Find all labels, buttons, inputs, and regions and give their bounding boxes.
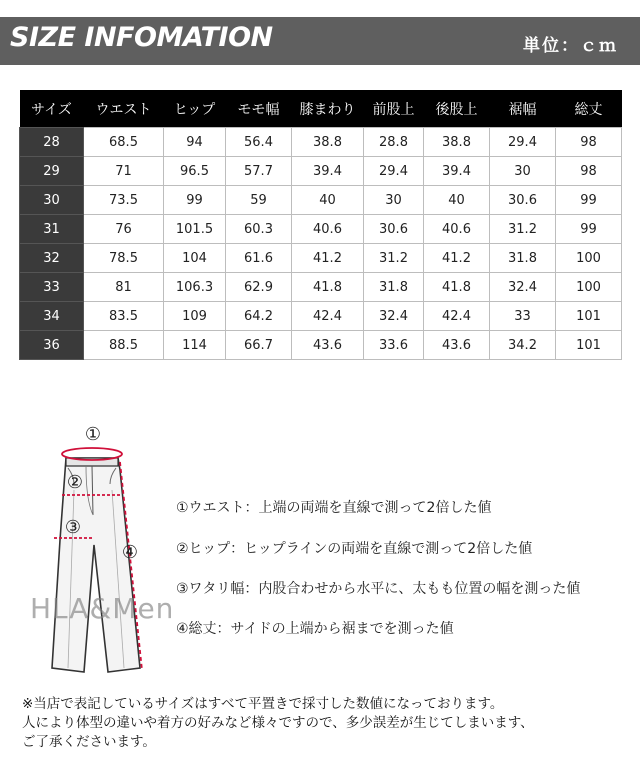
size-cell: 28 — [20, 128, 84, 157]
note-length: ④総丈：サイドの上端から裾までを測った値 — [176, 621, 454, 637]
size-cell: 34 — [20, 302, 84, 331]
table-cell: 34.2 — [490, 331, 556, 360]
size-cell: 31 — [20, 215, 84, 244]
table-cell: 29.4 — [490, 128, 556, 157]
header-bar — [0, 17, 640, 65]
footer-line: ※当店で表記しているサイズはすべて平置きで採寸した数値になっております。 — [22, 696, 504, 712]
table-cell: 28.8 — [364, 128, 424, 157]
table-cell: 68.5 — [84, 128, 164, 157]
marker-1: ① — [84, 424, 102, 445]
note-waist: ①ウエスト：上端の両端を直線で測って2倍した値 — [176, 500, 492, 516]
table-cell: 99 — [164, 186, 226, 215]
table-cell: 94 — [164, 128, 226, 157]
size-cell: 33 — [20, 273, 84, 302]
table-cell: 100 — [556, 273, 622, 302]
column-header: 前股上 — [364, 90, 424, 128]
table-cell: 41.2 — [424, 244, 490, 273]
marker-4: ④ — [121, 542, 139, 563]
marker-2: ② — [66, 472, 84, 493]
table-row — [20, 331, 622, 360]
pants-outline — [52, 458, 140, 672]
table-cell: 42.4 — [424, 302, 490, 331]
table-cell: 29.4 — [364, 157, 424, 186]
footer-disclaimer — [22, 695, 632, 752]
table-cell: 66.7 — [226, 331, 292, 360]
column-header: モモ幅 — [226, 90, 292, 128]
table-cell: 39.4 — [292, 157, 364, 186]
column-header: 裾幅 — [490, 90, 556, 128]
table-header-row — [20, 90, 622, 128]
table-cell: 109 — [164, 302, 226, 331]
table-cell: 64.2 — [226, 302, 292, 331]
table-cell: 30.6 — [490, 186, 556, 215]
column-header: ウエスト — [84, 90, 164, 128]
table-cell: 41.8 — [424, 273, 490, 302]
column-header: 膝まわり — [292, 90, 364, 128]
size-cell: 36 — [20, 331, 84, 360]
size-cell: 32 — [20, 244, 84, 273]
table-cell: 33 — [490, 302, 556, 331]
table-cell: 41.8 — [292, 273, 364, 302]
table-cell: 88.5 — [84, 331, 164, 360]
table-cell: 31.8 — [364, 273, 424, 302]
table-cell: 83.5 — [84, 302, 164, 331]
table-cell: 30.6 — [364, 215, 424, 244]
table-cell: 101 — [556, 302, 622, 331]
table-row — [20, 157, 622, 186]
table-cell: 98 — [556, 157, 622, 186]
column-header: 後股上 — [424, 90, 490, 128]
table-cell: 114 — [164, 331, 226, 360]
table-row — [20, 128, 622, 157]
table-cell: 43.6 — [292, 331, 364, 360]
size-cell: 30 — [20, 186, 84, 215]
pants-figure-icon — [30, 420, 170, 695]
table-cell: 41.2 — [292, 244, 364, 273]
table-cell: 96.5 — [164, 157, 226, 186]
table-cell: 33.6 — [364, 331, 424, 360]
table-cell: 40 — [292, 186, 364, 215]
table-cell: 101 — [556, 331, 622, 360]
marker-3: ③ — [64, 517, 82, 538]
table-cell: 101.5 — [164, 215, 226, 244]
table-cell: 39.4 — [424, 157, 490, 186]
pants-diagram — [30, 420, 170, 695]
table-cell: 99 — [556, 215, 622, 244]
table-cell: 56.4 — [226, 128, 292, 157]
unit-label: 単位：ｃｍ — [523, 36, 618, 56]
table-cell: 104 — [164, 244, 226, 273]
table-cell: 73.5 — [84, 186, 164, 215]
table-row — [20, 273, 622, 302]
table-cell: 38.8 — [424, 128, 490, 157]
watermark-text: HLA&Men — [30, 592, 175, 625]
note-hip: ②ヒップ：ヒップラインの両端を直線で測って2倍した値 — [176, 541, 533, 557]
table-cell: 60.3 — [226, 215, 292, 244]
table-cell: 32.4 — [364, 302, 424, 331]
table-cell: 30 — [364, 186, 424, 215]
table-cell: 78.5 — [84, 244, 164, 273]
table-cell: 40.6 — [424, 215, 490, 244]
column-header: 総丈 — [556, 90, 622, 128]
table-cell: 99 — [556, 186, 622, 215]
table-cell: 98 — [556, 128, 622, 157]
table-cell: 61.6 — [226, 244, 292, 273]
table-cell: 31.2 — [364, 244, 424, 273]
table-cell: 30 — [490, 157, 556, 186]
table-row — [20, 215, 622, 244]
table-cell: 40.6 — [292, 215, 364, 244]
table-cell: 38.8 — [292, 128, 364, 157]
table-row — [20, 302, 622, 331]
size-table — [19, 90, 622, 360]
table-cell: 81 — [84, 273, 164, 302]
note-thigh: ③ワタリ幅：内股合わせから水平に、太もも位置の幅を測った値 — [176, 581, 581, 597]
table-cell: 59 — [226, 186, 292, 215]
table-cell: 106.3 — [164, 273, 226, 302]
table-cell: 31.8 — [490, 244, 556, 273]
table-cell: 100 — [556, 244, 622, 273]
table-body — [20, 128, 622, 360]
table-cell: 62.9 — [226, 273, 292, 302]
page-title: SIZE INFOMATION — [10, 22, 273, 53]
table-cell: 71 — [84, 157, 164, 186]
column-header: ヒップ — [164, 90, 226, 128]
table-cell: 76 — [84, 215, 164, 244]
footer-line: ご了承くださいます。 — [22, 734, 156, 750]
table-cell: 57.7 — [226, 157, 292, 186]
size-cell: 29 — [20, 157, 84, 186]
table-row — [20, 186, 622, 215]
footer-line: 人により体型の違いや着方の好みなど様々ですので、多少誤差が生じてしまいます、 — [22, 715, 534, 731]
table-row — [20, 244, 622, 273]
column-header: サイズ — [20, 90, 84, 128]
table-cell: 43.6 — [424, 331, 490, 360]
table-cell: 42.4 — [292, 302, 364, 331]
table-cell: 32.4 — [490, 273, 556, 302]
table-cell: 31.2 — [490, 215, 556, 244]
table-cell: 40 — [424, 186, 490, 215]
